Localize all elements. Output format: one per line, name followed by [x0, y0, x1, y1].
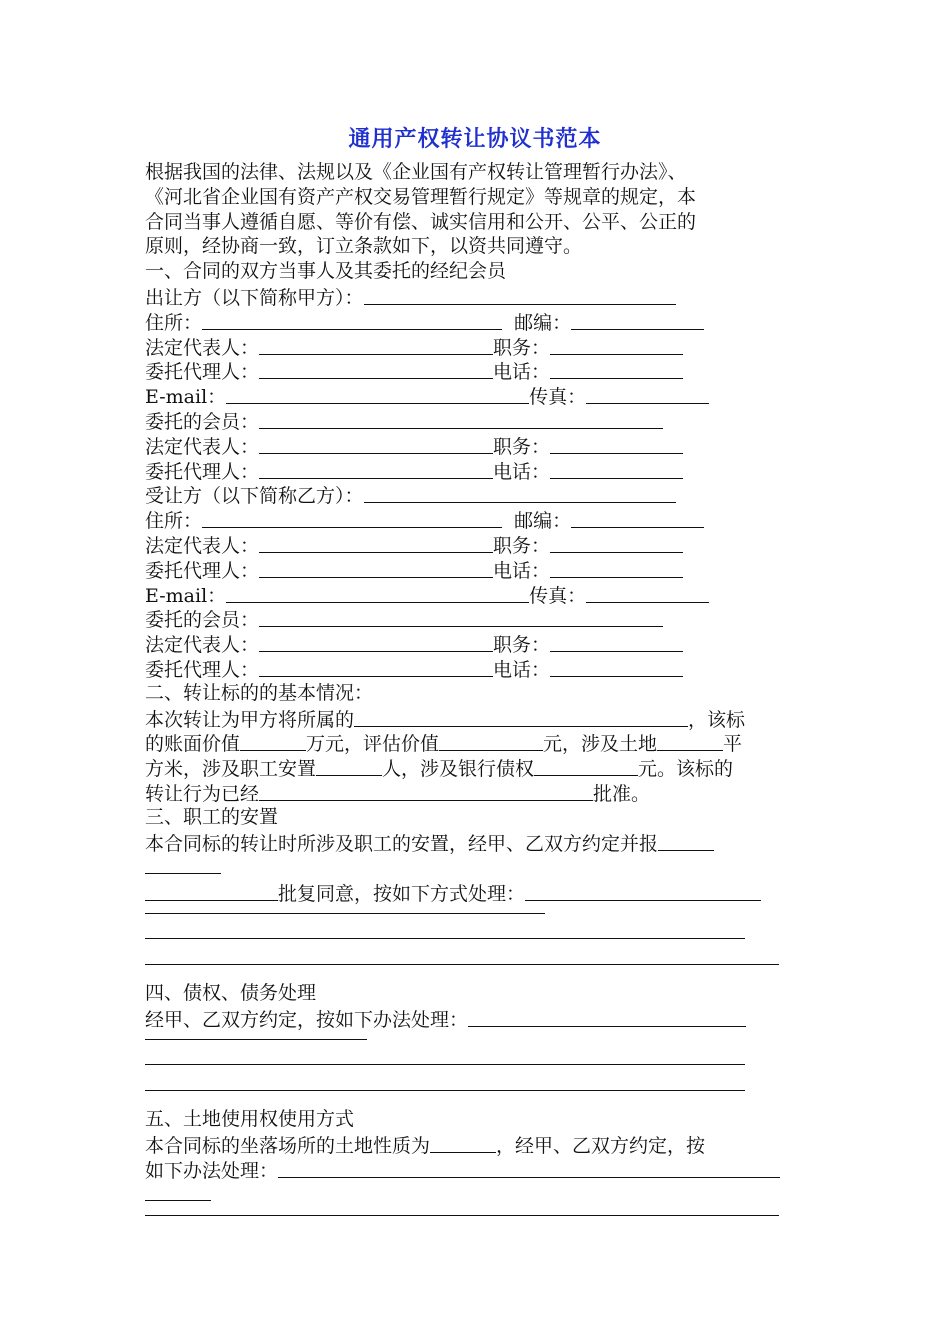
paragraph-line: 方米，涉及职工安置 人，涉及银行债权 元。该标的: [145, 758, 734, 780]
paragraph-line: 经甲、乙双方约定，按如下办法处理：: [145, 1006, 807, 1031]
agent-blank[interactable]: [259, 459, 493, 479]
document-title: 通用产权转让协议书范本: [348, 127, 602, 152]
legal-rep-blank[interactable]: [259, 632, 493, 652]
blank-line: [145, 930, 807, 955]
paragraph-line: 本合同标的转让时所涉及职工的安置，经甲、乙双方约定并报: [145, 830, 807, 855]
position-blank[interactable]: [550, 434, 683, 454]
postcode-blank[interactable]: [571, 508, 704, 528]
member-blank[interactable]: [259, 409, 663, 429]
staff-count-blank[interactable]: [316, 756, 382, 776]
agent-blank[interactable]: [259, 359, 493, 379]
intro-line: 原则，经协商一致，订立条款如下，以资共同遵守。: [145, 235, 583, 258]
legal-rep-label: 法定代表人：: [145, 435, 260, 458]
paragraph-line: 的账面价值 万元，评估价值 元，涉及土地 平: [145, 733, 743, 756]
document-body: [145, 160, 807, 1232]
legal-rep-row: [145, 631, 807, 656]
report-blank[interactable]: [658, 831, 714, 851]
blank-line: [145, 1056, 807, 1081]
blank-line: [145, 1082, 807, 1107]
section-heading: 三、职工的安置: [145, 805, 279, 828]
member-row: [145, 606, 807, 631]
agent-label: 委托代理人：: [145, 658, 260, 681]
email-row: [145, 582, 807, 607]
position-label: 职务：: [493, 336, 551, 359]
agent-row: [145, 358, 807, 383]
position-blank[interactable]: [550, 335, 683, 355]
land-nature-blank[interactable]: [430, 1133, 496, 1153]
position-label: 职务：: [493, 634, 551, 656]
address-blank[interactable]: [202, 508, 502, 528]
position-blank[interactable]: [550, 533, 683, 553]
agent-row: [145, 557, 807, 582]
intro-line: 合同当事人遵循自愿、等价有偿、诚实信用和公开、公平、公正的: [145, 210, 697, 233]
section-heading: 四、债权、债务处理: [145, 982, 317, 1005]
member-row: [145, 408, 807, 433]
debt-method-blank[interactable]: [468, 1007, 746, 1027]
approval-blank[interactable]: [259, 781, 593, 801]
legal-rep-label: 法定代表人：: [145, 336, 260, 359]
agent-label: 委托代理人：: [145, 361, 260, 384]
intro-line: 根据我国的法律、法规以及《企业国有产权转让管理暂行办法》、: [145, 161, 687, 183]
phone-label: 电话：: [493, 559, 551, 582]
blank-line: [145, 1181, 807, 1206]
agent-row: [145, 458, 807, 483]
agent-blank[interactable]: [259, 558, 493, 578]
section-heading: 一、合同的双方当事人及其委托的经纪会员: [145, 260, 507, 283]
legal-rep-label: 法定代表人：: [145, 534, 260, 557]
agent-row: [145, 656, 807, 681]
email-label: E-mail：: [145, 584, 227, 607]
member-blank[interactable]: [259, 607, 663, 627]
legal-rep-blank[interactable]: [259, 335, 493, 355]
fax-label: 传真：: [529, 584, 587, 607]
phone-label: 电话：: [493, 658, 551, 681]
fax-blank[interactable]: [586, 384, 709, 404]
email-blank[interactable]: [226, 384, 529, 404]
member-label: 委托的会员：: [145, 410, 260, 433]
paragraph-line: 转让行为已经 批准。: [145, 782, 651, 805]
blank-line: [145, 1207, 807, 1232]
postcode-label: 邮编：: [514, 311, 572, 334]
transferee-row: [145, 482, 807, 507]
blank-line: [145, 1031, 807, 1056]
transferor-blank[interactable]: [364, 285, 676, 305]
approver-blank[interactable]: [145, 881, 278, 901]
blank-line: [145, 854, 807, 879]
agent-label: 委托代理人：: [145, 460, 260, 483]
method-blank[interactable]: [525, 881, 761, 901]
email-label: E-mail：: [145, 386, 227, 408]
address-blank[interactable]: [202, 310, 502, 330]
position-blank[interactable]: [550, 632, 683, 652]
legal-rep-row: [145, 532, 807, 557]
agent-label: 委托代理人：: [145, 559, 260, 582]
transferor-label: 出让方（以下简称甲方）：: [145, 286, 364, 309]
member-label: 委托的会员：: [145, 609, 260, 632]
legal-rep-row: [145, 334, 807, 359]
postcode-blank[interactable]: [571, 310, 704, 330]
section-heading: 五、土地使用权使用方式: [145, 1108, 355, 1131]
legal-rep-blank[interactable]: [259, 434, 493, 454]
phone-label: 电话：: [493, 460, 551, 483]
intro-line: 《河北省企业国有资产产权交易管理暂行规定》等规章的规定，本: [145, 185, 697, 208]
fax-label: 传真：: [529, 386, 587, 408]
assessed-value-blank[interactable]: [439, 731, 543, 751]
transferee-label: 受让方（以下简称乙方）：: [145, 485, 364, 508]
subject-blank[interactable]: [354, 707, 688, 727]
legal-rep-label: 法定代表人：: [145, 634, 260, 656]
blank-line: [145, 905, 807, 930]
transferor-row: [145, 284, 807, 309]
position-label: 职务：: [493, 435, 551, 458]
paragraph-line: 如下办法处理：: [145, 1157, 807, 1182]
position-label: 职务：: [493, 534, 551, 557]
address-row: [145, 309, 807, 334]
phone-blank[interactable]: [550, 657, 683, 677]
address-label: 住所：: [145, 510, 203, 532]
address-row: [145, 507, 807, 532]
fax-blank[interactable]: [586, 583, 709, 603]
legal-rep-blank[interactable]: [259, 533, 493, 553]
paragraph-line: 本合同标的坐落场所的土地性质为 ，经甲、乙双方约定，按: [145, 1134, 706, 1157]
agent-blank[interactable]: [259, 657, 493, 677]
blank-line: [145, 956, 807, 981]
land-area-blank[interactable]: [657, 731, 723, 751]
phone-blank[interactable]: [550, 459, 683, 479]
postcode-label: 邮编：: [514, 510, 572, 532]
paragraph-line: 本次转让为甲方将所属的 ，该标: [145, 708, 746, 731]
land-method-blank[interactable]: [278, 1158, 780, 1178]
phone-blank[interactable]: [550, 558, 683, 578]
address-label: 住所：: [145, 311, 203, 334]
section-heading: 二、转让标的的基本情况：: [145, 681, 374, 704]
email-blank[interactable]: [226, 583, 529, 603]
phone-label: 电话：: [493, 361, 551, 384]
paragraph-line: 批复同意，按如下方式处理：: [145, 880, 807, 905]
email-row: [145, 383, 807, 408]
book-value-blank[interactable]: [240, 731, 306, 751]
bank-claims-blank[interactable]: [534, 756, 638, 776]
legal-rep-row: [145, 433, 807, 458]
phone-blank[interactable]: [550, 359, 683, 379]
transferee-blank[interactable]: [364, 483, 676, 503]
